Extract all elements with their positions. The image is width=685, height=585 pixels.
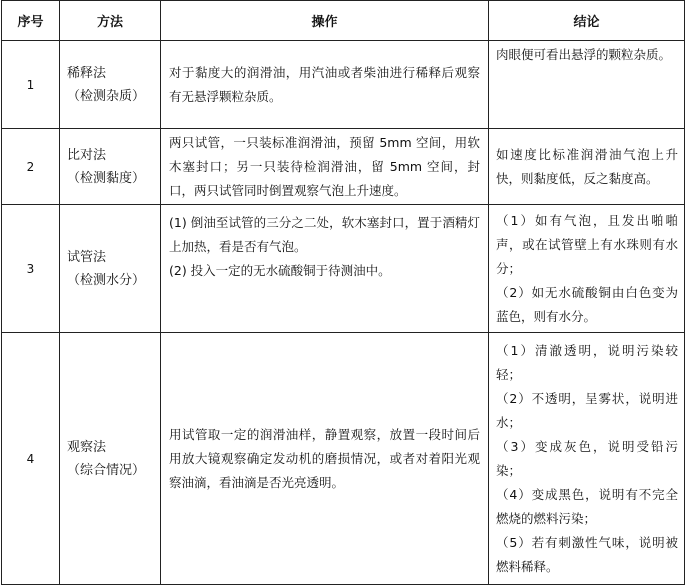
operation-text: 对于黏度大的润滑油，用汽油或者柴油进行稀释后观察有无悬浮颗粒杂质。 bbox=[169, 64, 480, 104]
header-number: 序号 bbox=[2, 1, 60, 41]
method-purpose: （检测水分） bbox=[67, 272, 146, 288]
oil-inspection-table bbox=[1, 0, 685, 585]
method-purpose: （检测杂质） bbox=[67, 88, 146, 104]
header-row bbox=[2, 1, 685, 41]
method-cell bbox=[60, 333, 161, 585]
header-method: 方法 bbox=[60, 1, 161, 41]
result-item-2: （2）如无水硫酸铜由白色变为蓝色，则有水分。 bbox=[496, 284, 678, 324]
result-cell bbox=[489, 41, 685, 129]
table-row bbox=[2, 205, 685, 333]
result-cell bbox=[489, 333, 685, 585]
method-name: 试管法 bbox=[67, 249, 107, 265]
table-row bbox=[2, 333, 685, 585]
table-row bbox=[2, 129, 685, 205]
method-cell bbox=[60, 129, 161, 205]
result-text: 如速度比标准润滑油气泡上升快，则黏度低，反之黏度高。 bbox=[496, 146, 678, 186]
operation-text: 两只试管，一只装标准润滑油，预留 5mm 空间，用软木塞封口；另一只装待检润滑油，留 5mm 空间，封口，两只试管同时倒置观察气泡上升速度。 bbox=[169, 134, 480, 198]
method-purpose: （综合情况） bbox=[67, 462, 146, 478]
method-cell bbox=[60, 205, 161, 333]
header-operation: 操作 bbox=[161, 1, 489, 41]
operation-step-2: (2) 投入一定的无水硫酸铜于待测油中。 bbox=[169, 263, 391, 278]
operation-cell bbox=[161, 129, 489, 205]
operation-cell bbox=[161, 333, 489, 585]
operation-cell bbox=[161, 41, 489, 129]
result-item-1: （1）清澈透明，说明污染较轻； bbox=[496, 342, 678, 382]
row-number: 2 bbox=[2, 129, 60, 205]
method-purpose: （检测黏度） bbox=[67, 170, 146, 186]
result-item-5: （5）若有刺激性气味，说明被燃料稀释。 bbox=[496, 534, 678, 574]
operation-cell bbox=[161, 205, 489, 333]
result-item-1: （1）如有气泡，且发出啪啪声，或在试管壁上有水珠则有水分； bbox=[496, 212, 678, 276]
result-cell bbox=[489, 205, 685, 333]
operation-text: 用试管取一定的润滑油样，静置观察，放置一段时间后用放大镜观察确定发动机的磨损情况，或者对着阳光观察油滴，看油滴是否光亮透明。 bbox=[169, 426, 480, 490]
result-text: 肉眼便可看出悬浮的颗粒杂质。 bbox=[496, 47, 672, 62]
method-name: 比对法 bbox=[67, 147, 107, 163]
method-cell bbox=[60, 41, 161, 129]
header-result: 结论 bbox=[489, 1, 685, 41]
result-cell bbox=[489, 129, 685, 205]
row-number: 3 bbox=[2, 205, 60, 333]
result-item-4: （4）变成黑色，说明有不完全燃烧的燃料污染； bbox=[496, 486, 678, 526]
row-number: 4 bbox=[2, 333, 60, 585]
method-name: 观察法 bbox=[67, 439, 107, 455]
result-item-3: （3）变成灰色，说明受铅污染； bbox=[496, 438, 678, 478]
table-row bbox=[2, 41, 685, 129]
method-name: 稀释法 bbox=[67, 65, 107, 81]
result-item-2: （2）不透明，呈雾状，说明进水； bbox=[496, 390, 678, 430]
row-number: 1 bbox=[2, 41, 60, 129]
operation-step-1: (1) 倒油至试管的三分之二处，软木塞封口，置于酒精灯上加热，看是否有气泡。 bbox=[169, 215, 480, 254]
